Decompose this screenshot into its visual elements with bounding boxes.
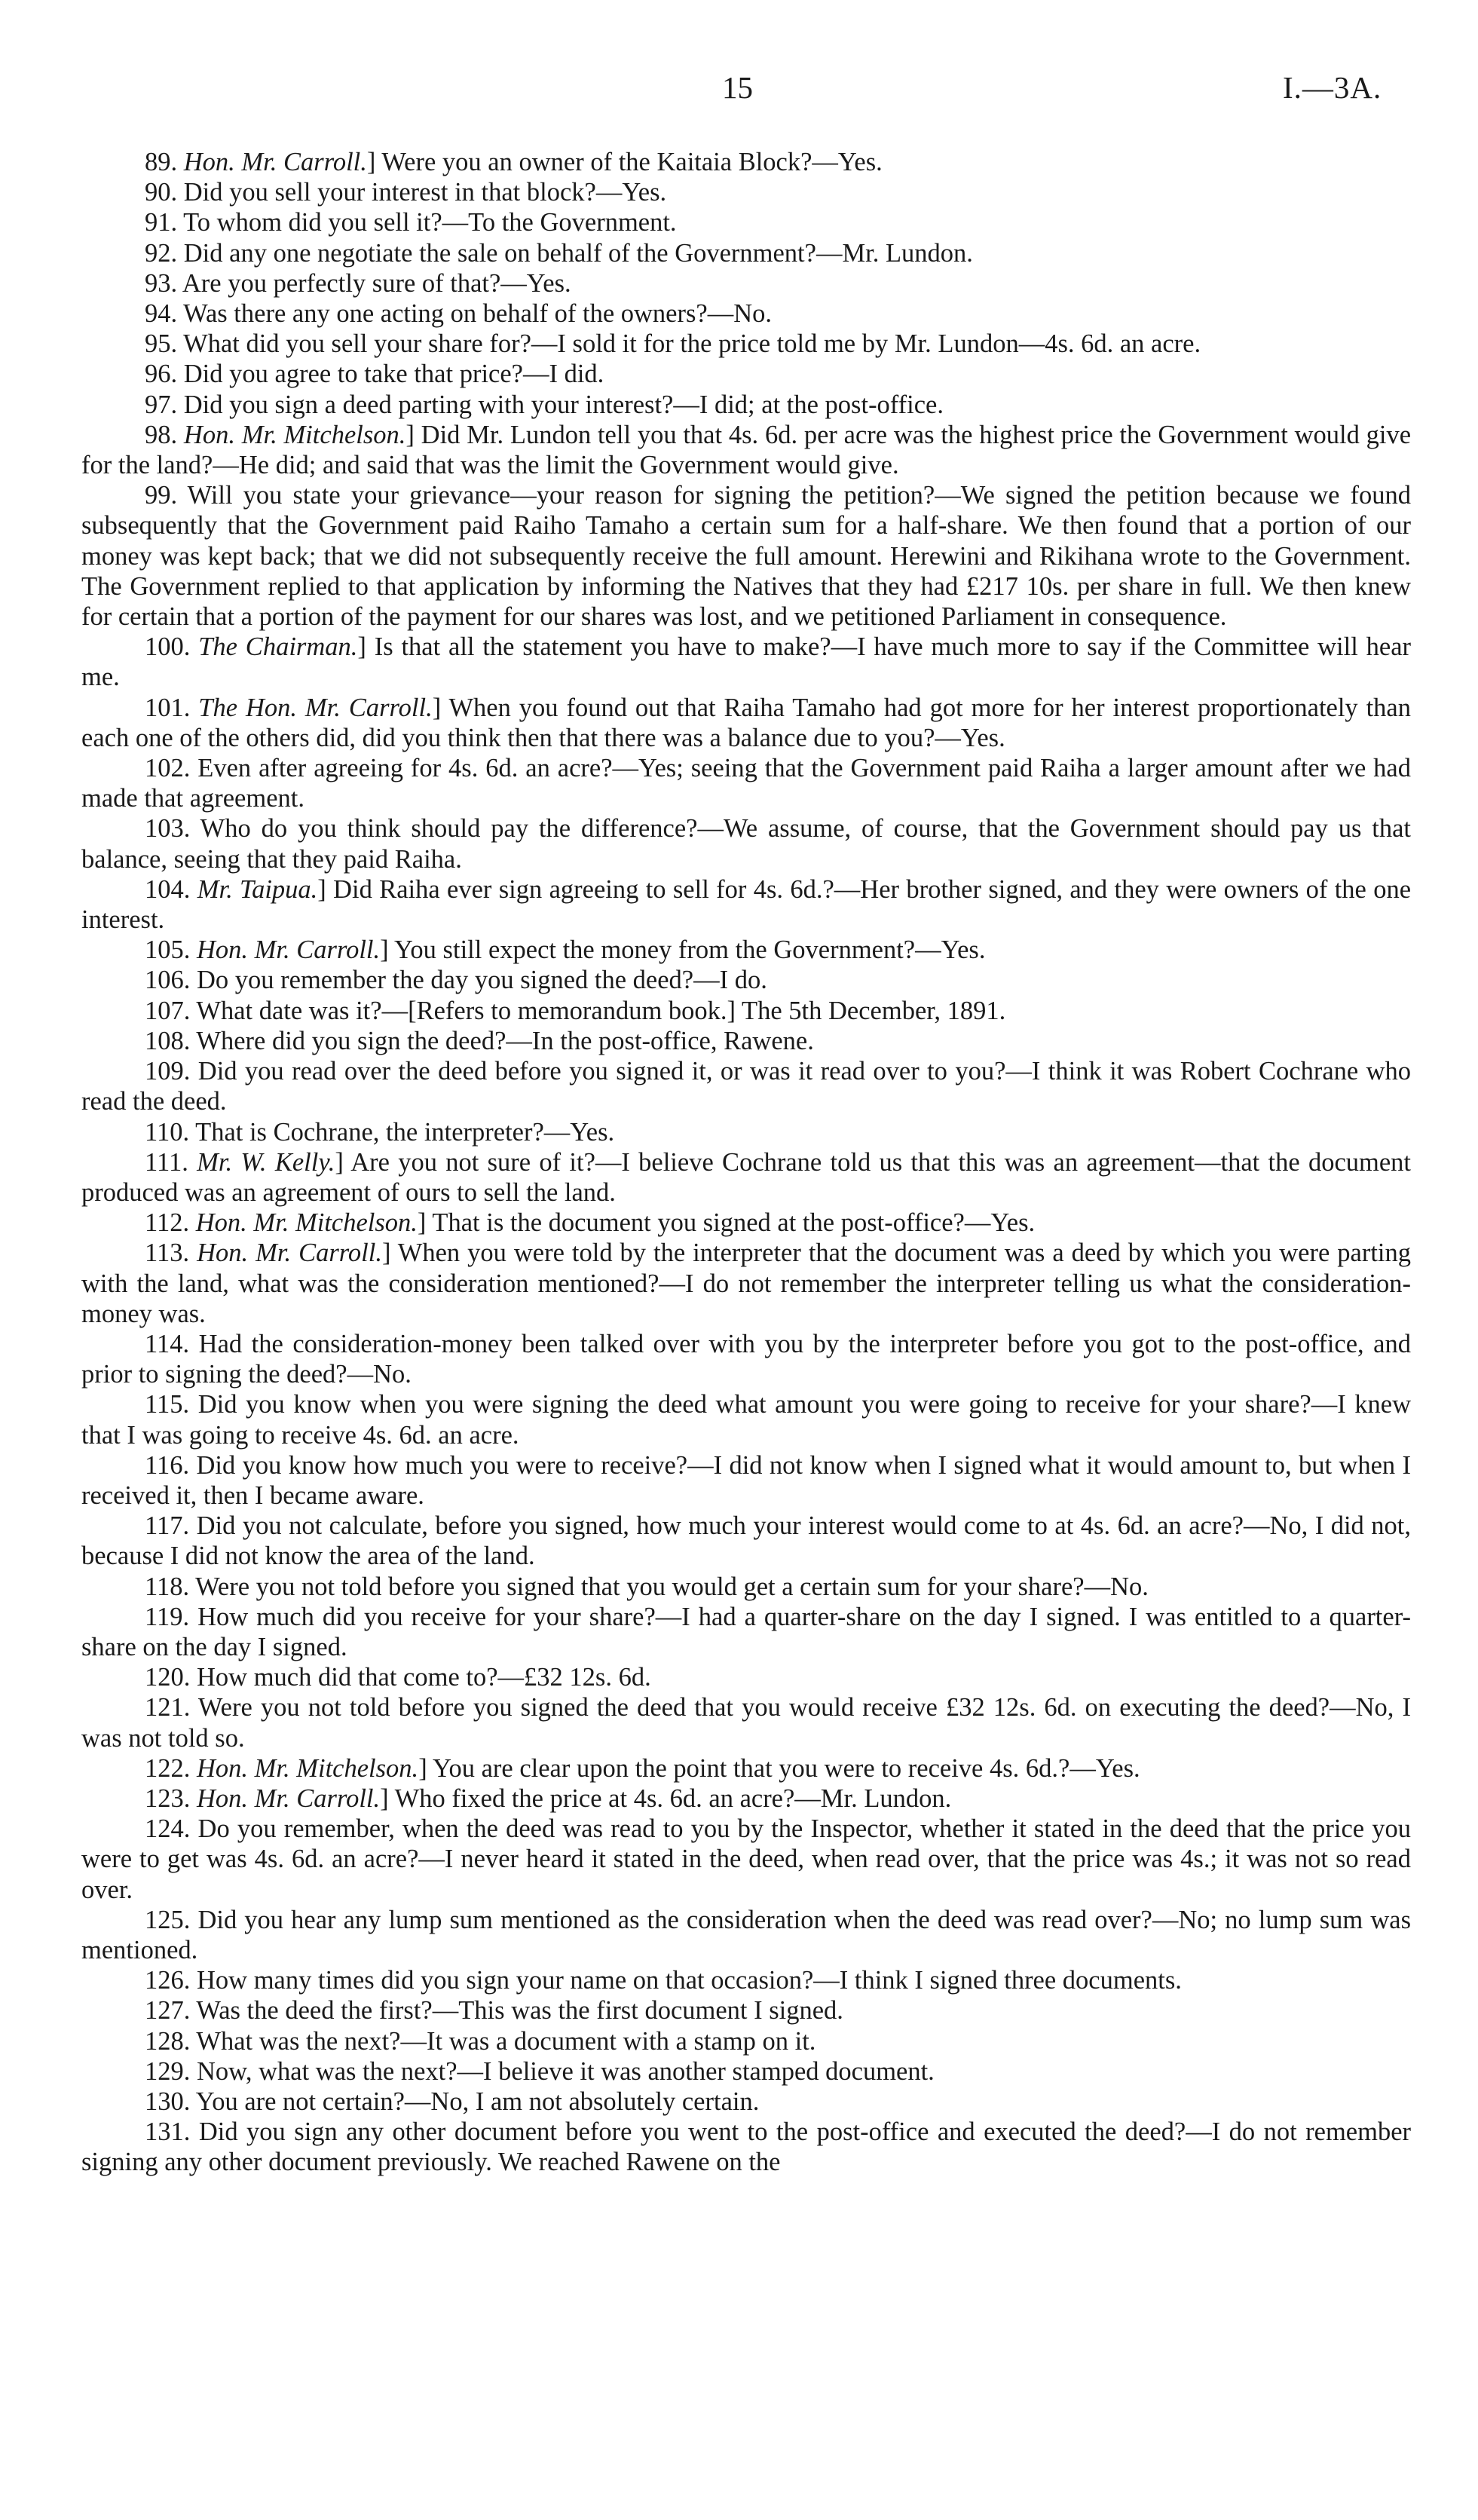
- question-paragraph: [81, 2117, 1411, 2177]
- question-number: 128.: [145, 2026, 191, 2056]
- question-answer-text: Did you sign any other document before you went to the post-office and executed the deed?—I do not remember signing any other document previously. We reached Rawene on the: [81, 2117, 1411, 2177]
- question-answer-text: Did you hear any lump sum mentioned as the consideration when the deed was read over?—No; no lump sum was mentioned.: [81, 1905, 1411, 1964]
- question-answer-text: ] Did Raiha ever sign agreeing to sell for 4s. 6d.?—Her brother signed, and they were owners of the one interest.: [81, 874, 1412, 935]
- question-number: 99.: [145, 481, 178, 510]
- question-answer-text: What date was it?—[Refers to memorandum book.] The 5th December, 1891.: [196, 996, 1006, 1025]
- question-answer-text: Even after agreeing for 4s. 6d. an acre?—Yes; seeing that the Government paid Raiha a larger amount after we had made that agreement.: [81, 754, 1411, 813]
- question-paragraph: [81, 207, 1411, 237]
- question-answer-text: Did any one negotiate the sale on behalf of the Government?—Mr. Lundon.: [183, 238, 973, 268]
- question-paragraph: [81, 2087, 1411, 2117]
- question-number: 96.: [145, 360, 178, 389]
- question-paragraph: [81, 1995, 1411, 2025]
- question-paragraph: [81, 1117, 1411, 1147]
- question-paragraph: [81, 1026, 1411, 1056]
- question-paragraph: [81, 1602, 1411, 1662]
- question-answer-text: ] That is the document you signed at the post-office?—Yes.: [417, 1208, 1036, 1238]
- speaker-name: Hon. Mr. Mitchelson.: [195, 1208, 418, 1238]
- question-paragraph: [81, 1905, 1411, 1965]
- question-number: 116.: [145, 1450, 190, 1480]
- question-answer-text: Where did you sign the deed?—In the post-office, Rawene.: [196, 1026, 814, 1055]
- question-answer-text: Who do you think should pay the difference?—We assume, of course, that the Government should pay us that balance, seeing that they paid Raiha.: [81, 814, 1411, 874]
- question-paragraph: [81, 1056, 1411, 1116]
- question-answer-text: How much did you receive for your share?—I had a quarter-share on the day I signed. I was entitled to a quarter-share on the day I signed.: [81, 1602, 1411, 1661]
- question-answer-text: Was there any one acting on behalf of the owners?—No.: [183, 299, 773, 329]
- question-paragraph: [81, 1450, 1411, 1511]
- question-answer-text: Did you not calculate, before you signed, how much your interest would come to at 4s. 6d. an acre?—No, I did not, because I did not know the area of the land.: [81, 1511, 1412, 1571]
- question-number: 131.: [145, 2117, 191, 2147]
- question-paragraph: [81, 965, 1411, 995]
- question-number: 104.: [145, 874, 191, 904]
- question-number: 119.: [145, 1602, 190, 1631]
- question-number: 102.: [145, 754, 191, 783]
- question-answer-text: To whom did you sell it?—To the Government.: [183, 208, 677, 237]
- question-number: 100.: [145, 632, 191, 662]
- question-answer-text: What was the next?—It was a document with a stamp on it.: [196, 2026, 816, 2056]
- question-paragraph: [81, 2056, 1411, 2087]
- question-paragraph: [81, 420, 1411, 480]
- question-number: 110.: [145, 1117, 190, 1147]
- question-paragraph: [81, 390, 1411, 420]
- question-answer-text: Did you sell your interest in that block?—Yes.: [183, 178, 667, 207]
- speaker-name: Hon. Mr. Carroll.: [197, 935, 381, 965]
- speaker-name: Hon. Mr. Carroll.: [197, 1784, 381, 1813]
- question-paragraph: [81, 177, 1411, 207]
- question-paragraph: [81, 874, 1411, 935]
- question-paragraph: [81, 1965, 1411, 1995]
- question-number: 117.: [145, 1511, 190, 1541]
- speaker-name: The Hon. Mr. Carroll.: [198, 693, 433, 722]
- question-number: 95.: [145, 329, 178, 359]
- question-paragraph: [81, 935, 1411, 965]
- question-number: 94.: [145, 299, 178, 329]
- question-answer-text: ] When you were told by the interpreter that the document was a deed by which you were parting with the land, what was the consideration mentioned?—I do not remember the interpreter telling us what the consideration-money was.: [81, 1239, 1411, 1328]
- question-paragraph: [81, 238, 1411, 268]
- question-paragraph: [81, 1329, 1411, 1389]
- question-number: 112.: [145, 1208, 190, 1238]
- question-paragraph: [81, 1511, 1411, 1571]
- question-paragraph: [81, 1753, 1411, 1784]
- question-paragraph: [81, 329, 1411, 359]
- question-number: 127.: [145, 1996, 191, 2025]
- question-number: 115.: [145, 1390, 190, 1419]
- speaker-name: Mr. W. Kelly.: [197, 1147, 335, 1177]
- question-number: 111.: [145, 1147, 188, 1177]
- question-answer-text: Did you know how much you were to receive?—I did not know when I signed what it would amount to, but when I received it, then I became aware.: [81, 1450, 1412, 1510]
- question-number: 121.: [145, 1693, 191, 1722]
- question-answer-text: What did you sell your share for?—I sold it for the price told me by Mr. Lundon—4s. 6d. an acre.: [183, 329, 1201, 359]
- question-number: 98.: [145, 420, 178, 449]
- question-answer-text: Were you not told before you signed the deed that you would receive £32 12s. 6d. on executing the deed?—No, I was not told so.: [81, 1693, 1411, 1753]
- question-paragraph: [81, 147, 1411, 177]
- question-paragraph: [81, 2026, 1411, 2056]
- question-answer-text: ] When you found out that Raiha Tamaho had got more for her interest proportionately than each one of the others did, did you think then that there was a balance due to you?—Yes.: [81, 693, 1411, 752]
- question-answer-text: You are not certain?—No, I am not absolutely certain.: [195, 2087, 760, 2116]
- question-paragraph: [81, 1692, 1411, 1753]
- question-paragraph: [81, 480, 1411, 632]
- question-answer-text: ] Did Mr. Lundon tell you that 4s. 6d. per acre was the highest price the Government would give for the land?—He did; and said that was the limit the Government would give.: [81, 420, 1412, 480]
- question-paragraph: [81, 632, 1411, 692]
- question-answer-text: Do you remember the day you signed the deed?—I do.: [197, 966, 767, 995]
- speaker-name: Mr. Taipua.: [197, 874, 318, 904]
- question-answer-text: How many times did you sign your name on that occasion?—I think I signed three documents.: [197, 1966, 1182, 1995]
- speaker-name: Hon. Mr. Mitchelson.: [183, 420, 406, 449]
- question-number: 97.: [145, 390, 178, 419]
- question-answer-text: Are you perfectly sure of that?—Yes.: [182, 268, 571, 298]
- question-number: 126.: [145, 1966, 191, 1995]
- question-paragraph: [81, 1814, 1411, 1905]
- question-paragraph: [81, 1784, 1411, 1814]
- page-number: 15: [722, 70, 753, 105]
- question-answer-text: ] Were you an owner of the Kaitaia Block?—Yes.: [366, 148, 883, 176]
- question-answer-text: ] You still expect the money from the Government?—Yes.: [380, 935, 986, 965]
- question-number: 114.: [145, 1329, 190, 1358]
- question-answer-text: Did you read over the deed before you signed it, or was it read over to you?—I think it was Robert Cochrane who read the deed.: [81, 1057, 1412, 1116]
- question-paragraph: [81, 1147, 1411, 1208]
- question-number: 125.: [145, 1905, 191, 1934]
- question-paragraph: [81, 753, 1411, 813]
- question-number: 101.: [145, 693, 191, 722]
- speaker-name: Hon. Mr. Carroll.: [197, 1239, 382, 1268]
- question-number: 113.: [145, 1239, 190, 1268]
- question-number: 105.: [145, 935, 191, 965]
- speaker-name: Hon. Mr. Carroll.: [183, 148, 367, 176]
- question-answer-text: ] Is that all the statement you have to make?—I have much more to say if the Committee will hear me.: [81, 632, 1412, 692]
- question-number: 91.: [145, 208, 178, 237]
- question-paragraph: [81, 359, 1411, 389]
- question-answer-text: Were you not told before you signed that you would get a certain sum for your share?—No.: [195, 1572, 1149, 1601]
- question-paragraph: [81, 996, 1411, 1026]
- question-number: 89.: [145, 148, 178, 176]
- question-number: 108.: [145, 1026, 191, 1055]
- question-number: 93.: [145, 268, 178, 298]
- question-number: 123.: [145, 1784, 191, 1813]
- question-paragraph: [81, 813, 1411, 874]
- question-number: 118.: [145, 1572, 190, 1601]
- question-number: 109.: [145, 1057, 191, 1086]
- question-number: 122.: [145, 1753, 191, 1783]
- question-number: 129.: [145, 2056, 191, 2086]
- question-answer-text: Was the deed the first?—This was the first document I signed.: [196, 1996, 843, 2025]
- question-number: 92.: [145, 238, 178, 268]
- question-number: 106.: [145, 966, 191, 995]
- question-answer-text: Will you state your grievance—your reason for signing the petition?—We signed the petition because we found subsequently that the Government paid Raiho Tamaho a certain sum for a half-share. We then found that a portion of our money was kept back; that we did not subsequently receive the full amount. Herewini and Rikihana wrote to the Government. The Government replied to that application by informing the Natives that they had £217 10s. per share in full. We then knew for certain that a portion of the payment for our shares was lost, and we petitioned Parliament in consequence.: [81, 481, 1411, 632]
- question-answer-text: How much did that come to?—£32 12s. 6d.: [197, 1663, 651, 1692]
- testimony-body: [81, 147, 1411, 2178]
- question-paragraph: [81, 1389, 1411, 1450]
- question-number: 124.: [145, 1814, 191, 1844]
- question-number: 107.: [145, 996, 191, 1025]
- speaker-name: Hon. Mr. Mitchelson.: [197, 1753, 419, 1783]
- document-reference: I.—3A.: [1283, 70, 1382, 105]
- question-answer-text: Now, what was the next?—I believe it was another stamped document.: [197, 2056, 935, 2086]
- question-answer-text: Did you agree to take that price?—I did.: [183, 360, 604, 389]
- question-answer-text: Did you sign a deed parting with your interest?—I did; at the post-office.: [183, 390, 944, 419]
- question-paragraph: [81, 299, 1411, 329]
- question-answer-text: Did you know when you were signing the deed what amount you were going to receive for your share?—I knew that I was going to receive 4s. 6d. an acre.: [81, 1390, 1411, 1450]
- question-paragraph: [81, 1662, 1411, 1692]
- speaker-name: The Chairman.: [198, 632, 358, 662]
- page-header: [0, 69, 1478, 115]
- question-paragraph: [81, 1572, 1411, 1602]
- question-paragraph: [81, 268, 1411, 299]
- question-paragraph: [81, 1238, 1411, 1329]
- question-answer-text: ] Who fixed the price at 4s. 6d. an acre?—Mr. Lundon.: [380, 1784, 952, 1813]
- question-answer-text: ] Are you not sure of it?—I believe Cochrane told us that this was an agreement—that the document produced was an agreement of ours to sell the land.: [81, 1147, 1411, 1207]
- question-paragraph: [81, 693, 1411, 753]
- question-answer-text: ] You are clear upon the point that you were to receive 4s. 6d.?—Yes.: [418, 1753, 1140, 1783]
- question-number: 103.: [145, 814, 191, 844]
- question-paragraph: [81, 1208, 1411, 1238]
- question-number: 120.: [145, 1663, 191, 1692]
- question-answer-text: Do you remember, when the deed was read to you by the Inspector, whether it stated in the deed that the price you were to get was 4s. 6d. an acre?—I never heard it stated in the deed, when read over, that the price was 4s.; it was not so read over.: [81, 1814, 1411, 1904]
- question-number: 90.: [145, 178, 178, 207]
- question-answer-text: That is Cochrane, the interpreter?—Yes.: [195, 1117, 615, 1147]
- question-answer-text: Had the consideration-money been talked over with you by the interpreter before you got to the post-office, and prior to signing the deed?—No.: [81, 1329, 1411, 1389]
- question-number: 130.: [145, 2087, 191, 2116]
